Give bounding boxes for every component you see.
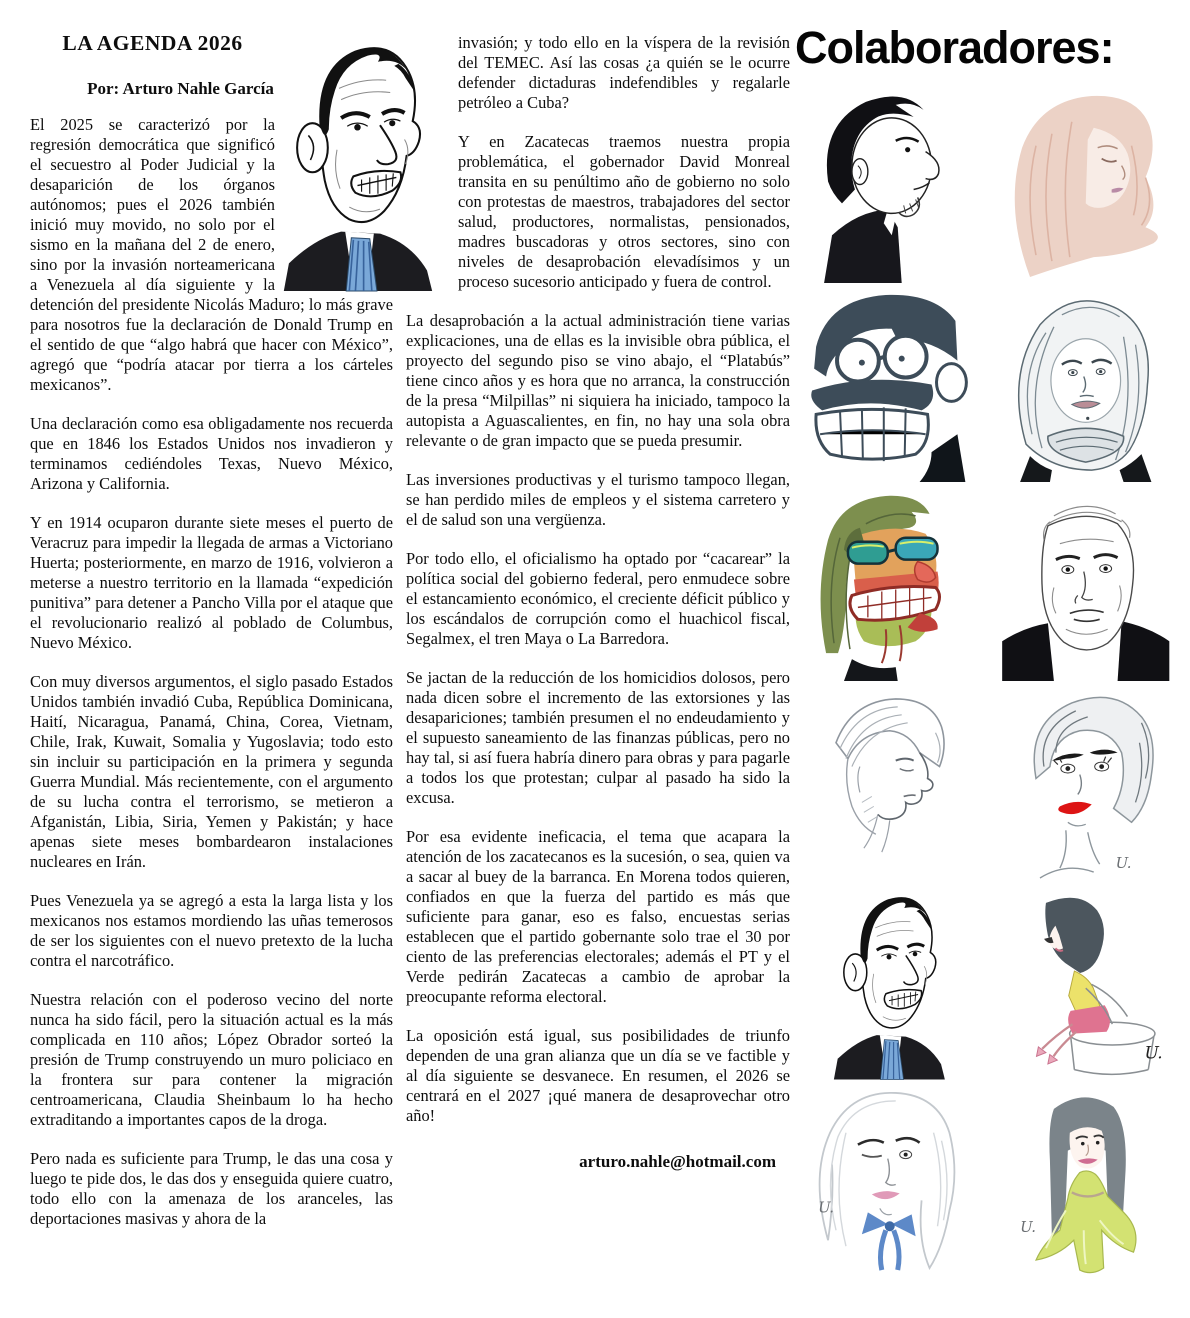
article-paragraph: Nuestra relación con el poderoso vecino del norte nunca ha sido fácil, pero la situación actual es la más complicada en 110 años; López Obrador sorteó la presión de Trump construyendo un muro policiaco en la frontera sur para contener la migración centroamericana, Claudia Sheinbaum lo ha hecho extraditando a importantes capos de la droga. (30, 990, 393, 1129)
collaborators-heading: Colaboradores: (795, 22, 1114, 73)
article-paragraph: La desaprobación a la actual administración tiene varias explicaciones, una de ellas es la invisible obra pública, el proyecto del segundo piso se vino abajo, el “Platabús” tiene cinco años y es hora que no arranca, la construcción de la presa “Milpillas” ni siquiera ha iniciado, tampoco la autopista a Aguascalientes, en fin, no hay una sola obra relevante o de gran impacto que se pueda presumir. (406, 311, 790, 450)
woman-pink-hair-icon (991, 86, 1181, 285)
article-paragraph: Pues Venezuela ya se agregó a esta la larga lista y los mexicanos nos estamos mordiendo las uñas temerosos de ser los siguientes con el nuevo pretexto de la lucha contra el narcotráfico. (30, 891, 393, 970)
man-black-suit-icon (795, 86, 985, 285)
article-paragraph: Y en Zacatecas traemos nuestra propia problemática, el gobernador David Monreal transita en su penúltimo año de gobierno no solo con protestas de maestros, trabajadores del sector salud, productores, normalistas, pensionados, madres buscadoras y otros sectores, sino con niveles de desaprobación elevadísimos y un proceso sucesorio anticipado y fuera de control. (458, 132, 790, 291)
woman-sitting-stool-icon (991, 882, 1181, 1081)
article-paragraph: Por todo ello, el oficialismo ha optado por “cacarear” la política social del gobierno federal, pero enmudece sobre el estancamiento económico, el creciente déficit público y los escándalos de corrupción como el huachicol fiscal, Segalmex, el tren Maya o La Barredora. (406, 549, 790, 648)
angry-man-caricature-icon (795, 882, 985, 1081)
article-paragraph: El 2025 se caracterizó por la regresión democrática que significó el secuestro al Poder Judicial y la desaparición de los órganos autónomos; pues el 2026 también inició muy movido, no solo por el sismo en la mañana del 2 de enero, sino por la invasión norteamericana a Venezuela al día siguiente y la detención del presidente Nicolás Maduro; lo más grave para nosotros fue la declaración de Donald Trump en el sentido de que “algo habrá que hacer con México”, agregó que “podría atacar por tierra a los cárteles mexicanos”. (30, 115, 393, 394)
article-paragraph: Por esa evidente ineficacia, el tema que acapara la atención de los zacatecanos es la sucesión, o sea, quien va a sacar al buey de la barranca. En Morena todos quieren, confiados en que la fuerza del partido es más que suficiente para ganar, eso es falso, encuestas serias establecen que el partido gobernante solo trae el 30 por ciento de las preferencias electorales; además el PT y el Verde pedirán Zacatecas a cambio de aprobar la preocupante reforma electoral. (406, 827, 790, 1006)
woman-pencil-profile-icon (795, 683, 985, 882)
caricature-woman-white-hair-bow (795, 1081, 985, 1280)
woman-white-hair-bow-icon (795, 1081, 985, 1280)
caricature-angry-man-blue-tie (795, 882, 985, 1081)
article-byline: Por: Arturo Nahle García (87, 79, 274, 98)
caricature-woman-sitting-stool (991, 882, 1181, 1081)
author-email: arturo.nahle@hotmail.com (579, 1152, 776, 1171)
elderly-man-icon (991, 484, 1181, 683)
caricature-woman-red-lips (991, 683, 1181, 882)
caricature-man-black-suit (795, 86, 985, 285)
article-paragraph: Pero nada es suficiente para Trump, le das una cosa y luego te pide dos, le das dos y enseguida quiere cuatro, todo ello con la amenaza de los aranceles, las deportaciones masivas y ahora de la (30, 1149, 393, 1228)
author-caricature (281, 27, 436, 293)
article-paragraph: Las inversiones productivas y el turismo tampoco llegan, se han perdido miles de empleos y el sistema carretero y el de salud son una vergüenza. (406, 470, 790, 529)
man-glasses-mustache-icon (795, 285, 985, 484)
artist-signature: U. (1115, 854, 1132, 873)
caricature-man-glasses-mustache (795, 285, 985, 484)
angry-man-caricature-icon (281, 27, 436, 293)
woman-green-dress-icon (991, 1081, 1181, 1280)
article-paragraph: La oposición está igual, sus posibilidades de triunfo dependen de una gran alianza que un día se ve factible y al día siguiente se desvanece. En resumen, el 2026 se centrará en el 2027 ¡qué manera de desaprovechar otro año! (406, 1026, 790, 1125)
article-paragraph: Se jactan de la reducción de los homicidios dolosos, pero nada dicen sobre el incremento de las extorsiones y las desapariciones; también presumen el no endeudamiento y el supuesto saneamiento de las finanzas públicas, pero no hay tal, si así fuera habría dinero para obras y para pagarle a todos los que protestan; culpar al pasado ha sido la excusa. (406, 668, 790, 807)
article-title: LA AGENDA 2026 (62, 31, 243, 55)
article-column-2 (406, 25, 790, 1172)
article-paragraph: invasión; y todo ello en la víspera de la revisión del TEMEC. Así las cosas ¿a quién se le ocurre defender dictaduras indefendibles y regalarle petróleo a Cuba? (458, 33, 790, 112)
woman-red-lips-icon (991, 683, 1181, 882)
article-paragraph: Y en 1914 ocuparon durante siete meses el puerto de Veracruz para impedir la llegada de armas a Victoriano Huerta; posteriormente, en marzo de 1916, volvieron a meterse a nuestro territorio en la llamada “expedición punitiva” para detener a Pancho Villa por el ataque que el revolucionario realizó al poblado de Columbus, Nuevo México. (30, 513, 393, 652)
caricature-woman-green-dress (991, 1081, 1181, 1280)
caricature-elderly-man (991, 484, 1181, 683)
woman-gray-scarf-icon (991, 285, 1181, 484)
caricature-woman-gray-scarf (991, 285, 1181, 484)
caricature-woman-pink-hair (991, 86, 1181, 285)
caricature-woman-colorful-sunglasses (795, 484, 985, 683)
caricature-woman-pencil-profile (795, 683, 985, 882)
article-paragraph: Con muy diversos argumentos, el siglo pasado Estados Unidos también invadió Cuba, República Dominicana, Haití, Nicaragua, Panamá, China, Corea, Vietnam, Chile, Irak, Kuwait, Somalia y Yugoslavia; todo esto sin incluir su participación en la primera y segunda Guerra Mundial. Más recientemente, con el argumento de su lucha contra el terrorismo, se metieron a Afganistán, Libia, Siria, Yemen y Pakistán; y hace apenas siete meses bombardearon instalaciones nucleares en Irán. (30, 672, 393, 871)
woman-colorful-sunglasses-icon (795, 484, 985, 683)
artist-signature: U. (818, 1198, 835, 1217)
artist-signature: U. (1144, 1043, 1163, 1064)
caricature-grid (795, 86, 1180, 1280)
collaborators-panel (795, 22, 1180, 1280)
article-paragraph: Una declaración como esa obligadamente nos recuerda que en 1846 los Estados Unidos nos invadieron y terminamos cediéndoles Texas, Nuevo México, Arizona y California. (30, 414, 393, 493)
artist-signature: U. (1019, 1218, 1036, 1237)
